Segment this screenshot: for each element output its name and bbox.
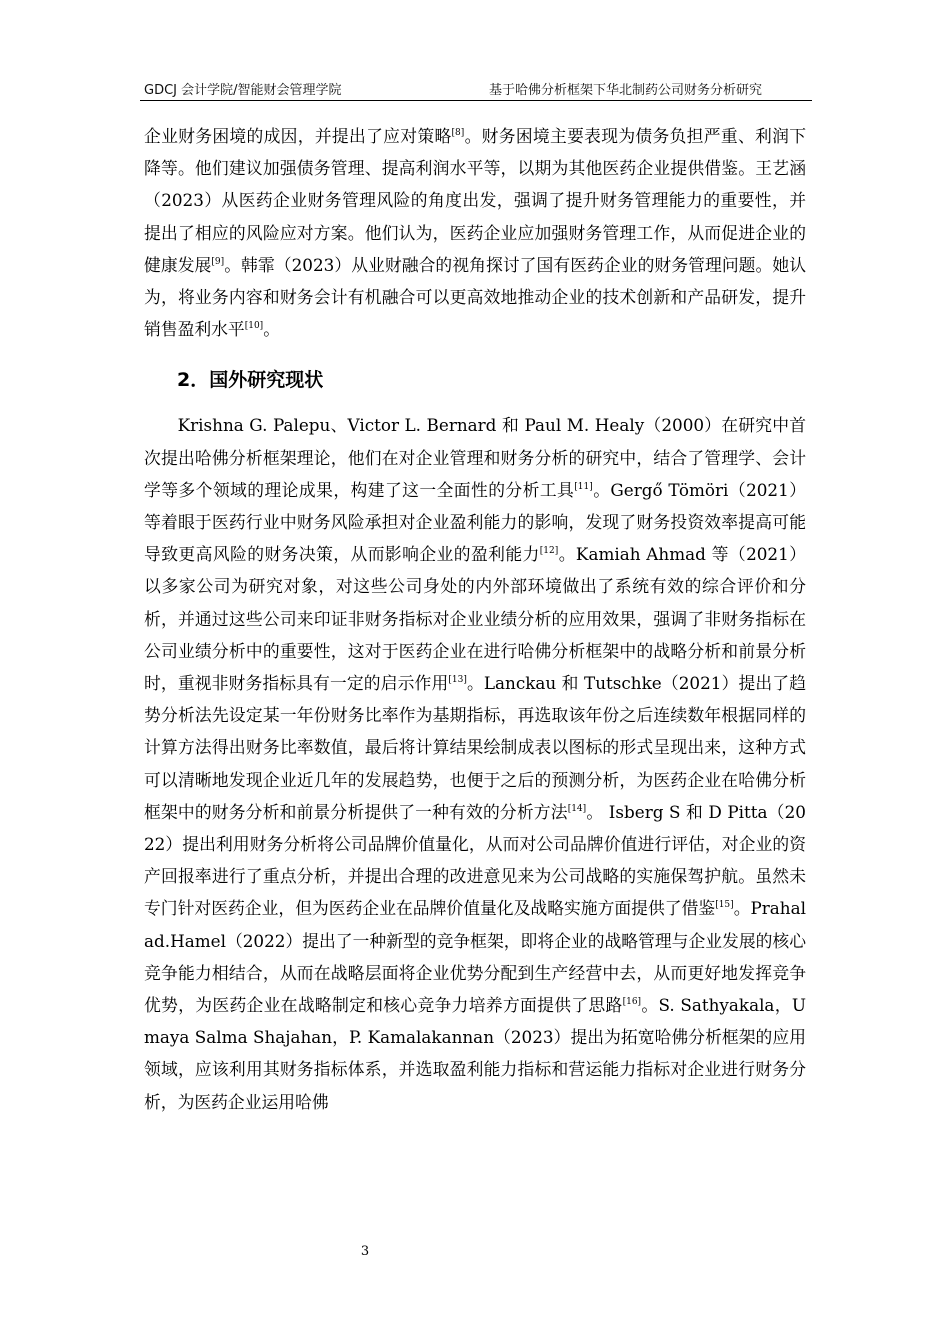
citation: [14]	[567, 803, 587, 814]
text-run: 。Lanckau 和 Tutschke（2021）提出了趋势分析法先设定某一年份财务比率作为基期指标，再选取该年份之后连续数年根据同样的计算方法得出财务比率数值，最后将计算结果绘制成表以图标的形式呈现出来，这种方式可以清晰地发现企业近几年的发展趋势，也便于之后的预测分析，为医药企业在哈佛分析框架中的财务分析和前景分析提供了一种有效的分析方法	[144, 673, 806, 822]
text-run: 。Prahalad.Hamel（2022）提出了一种新型的竞争框架，即将企业的战略管理与企业发展的核心竞争能力相结合，从而在战略层面将企业优势分配到生产经营中去，从而更好地发挥竞争优势，为医药企业在战略制定和核心竞争力培养方面提供了思路	[144, 898, 806, 1016]
text-run: 。 Isberg S 和 D Pitta（2022）提出利用财务分析将公司品牌价值量化，从而对公司品牌价值进行评估，对企业的资产回报率进行了重点分析，并提出合理的改进意见来为公司战略的实施保驾护航。虽然未专门针对医药企业，但为医药企业在品牌价值量化及战略实施方面提供了借鉴	[144, 801, 806, 919]
paragraph-domestic-continued	[144, 120, 806, 345]
citation: [10]	[244, 321, 264, 332]
citation: [9]	[211, 256, 225, 267]
text-run: 。	[263, 319, 280, 340]
paragraph-foreign-research	[144, 409, 806, 1117]
text-run: 。S. Sathyakala，Umaya Salma Shajahan，P. Kamalakannan（2023）提出为拓宽哈佛分析框架的应用领域，应该利用其财务指标体系，并选取盈利能力指标和营运能力指标对企业进行财务分析，为医药企业运用哈佛	[144, 995, 806, 1112]
text-run: 。Kamiah Ahmad 等（2021）以多家公司为研究对象，对这些公司身处的内外部环境做出了系统有效的综合评价和分析，并通过这些公司来印证非财务指标对企业业绩分析的应用效果，强调了非财务指标在公司业绩分析中的重要性，这对于医药企业在进行哈佛分析框架中的战略分析和前景分析时，重视非财务指标具有一定的启示作用	[144, 544, 806, 694]
citation: [16]	[622, 997, 642, 1008]
body-text	[144, 120, 806, 1118]
citation: [15]	[715, 900, 734, 911]
text-run: 企业财务困境的成因，并提出了应对策略	[144, 126, 452, 146]
text-run: 。韩霏（2023）从业财融合的视角探讨了国有医药企业的财务管理问题。她认为，将业务内容和财务会计有机融合可以更高效地推动企业的技术创新和产品研发，提升销售盈利水平	[144, 254, 806, 340]
citation: [8]	[451, 128, 465, 138]
section-heading: 2．国外研究现状	[177, 369, 324, 392]
header-institution: GDCJ 会计学院/智能财会管理学院	[144, 83, 342, 98]
page-number: 3	[360, 1244, 370, 1259]
citation: [13]	[448, 675, 467, 686]
citation: [12]	[539, 546, 559, 557]
running-header	[140, 78, 812, 101]
header-thesis-title: 基于哈佛分析框架下华北制药公司财务分析研究	[488, 83, 762, 98]
citation: [11]	[574, 481, 593, 492]
text-run: 。Gergő Tömöri（2021）等着眼于医药行业中财务风险承担对企业盈利能力的影响，发现了财务投资效率提高可能导致更高风险的财务决策，从而影响企业的盈利能力	[144, 479, 806, 565]
text-run: Krishna G. Palepu、Victor L. Bernard 和 Paul M. Healy（2000）在研究中首次提出哈佛分析框架理论，他们在对企业管理和财务分析的研究中，结合了管理学、会计学等多个领域的理论成果，构建了这一全面性的分析工具	[144, 415, 806, 500]
text-run: 。财务困境主要表现为债务负担严重、利润下降等。他们建议加强债务管理、提高利润水平等，以期为其他医药企业提供借鉴。王艺涵（2023）从医药企业财务管理风险的角度出发，强调了提升财务管理能力的重要性，并提出了相应的风险应对方案。他们认为，医药企业应加强财务管理工作，从而促进企业的健康发展	[144, 126, 806, 275]
